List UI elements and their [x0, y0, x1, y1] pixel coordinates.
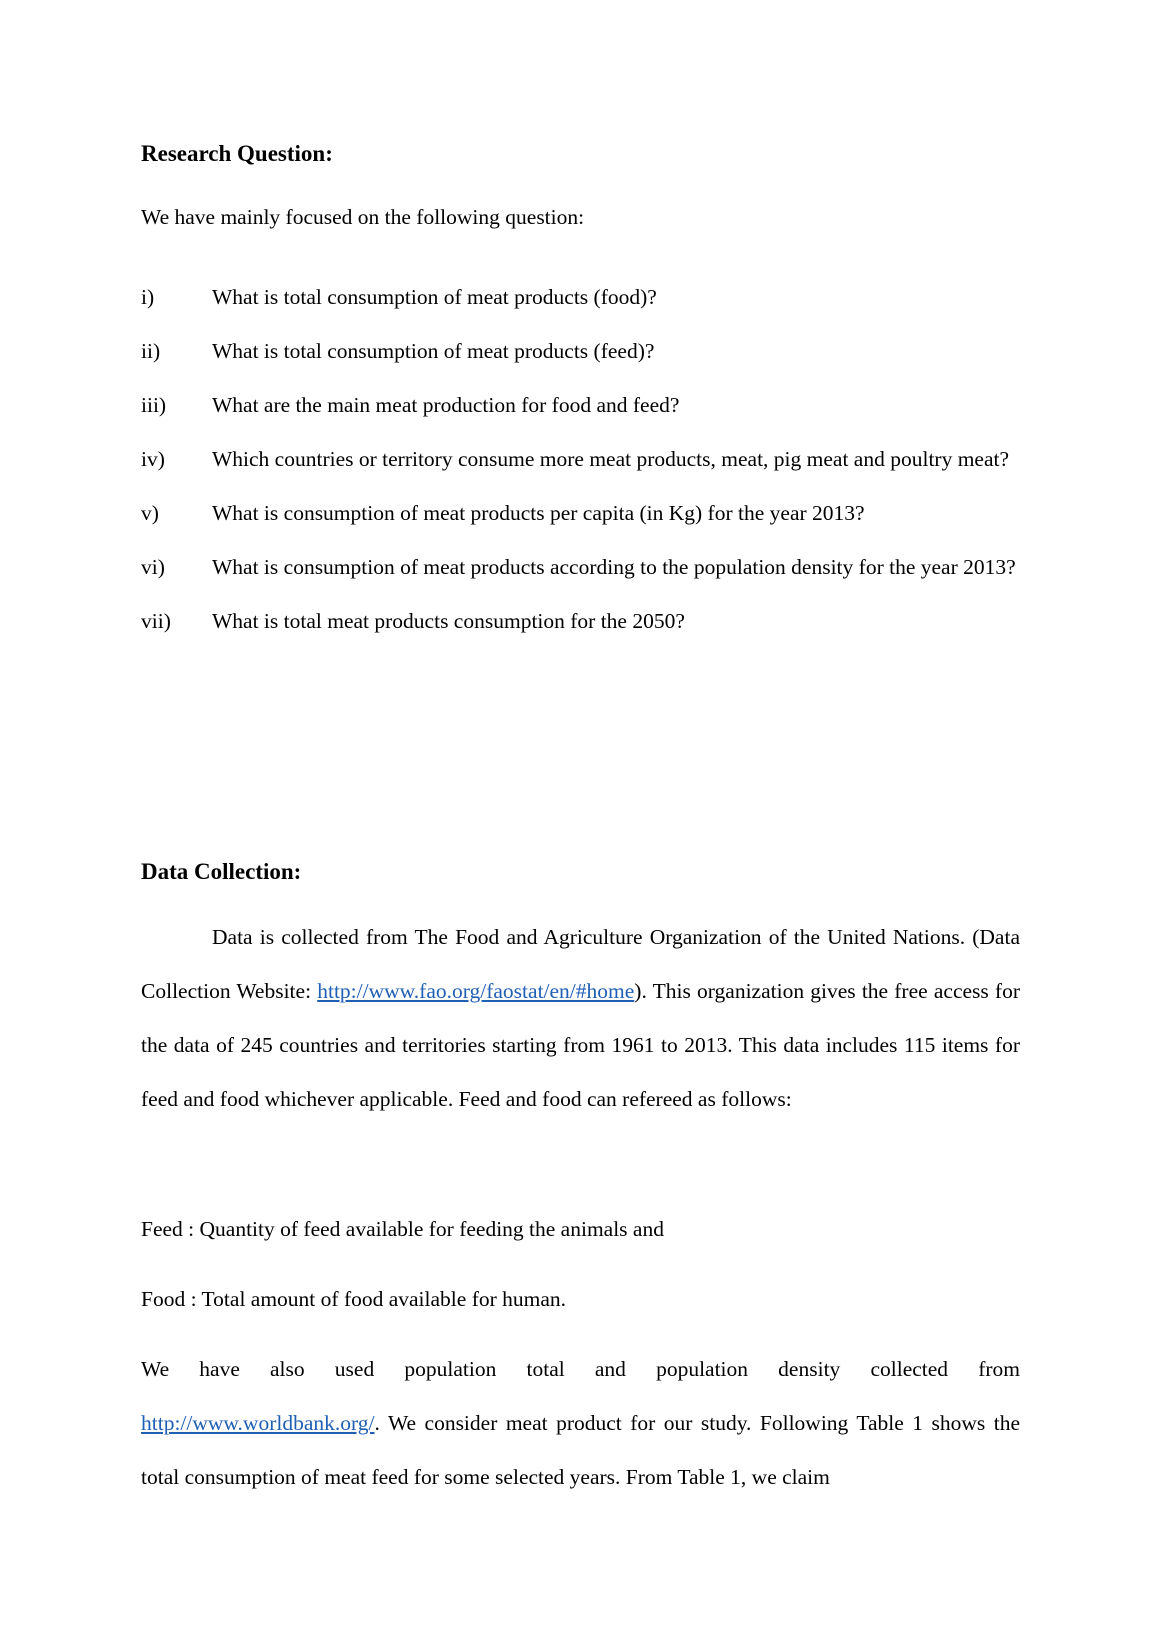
list-item-number: vi)	[141, 555, 165, 579]
list-item-number: vii)	[141, 609, 171, 633]
paragraph-text: Data is collected from The Food and Agriculture Organization of the United Nations. (Data Collection Website:	[141, 925, 1020, 1003]
list-item-text: Which countries or territory consume more meat products, meat, pig meat and poultry meat?	[212, 447, 1010, 471]
list-item-text: What is total consumption of meat products (food)?	[212, 285, 657, 309]
list-item	[141, 270, 1020, 324]
list-item-text: What are the main meat production for food and feed?	[212, 393, 680, 417]
list-item-text: What is consumption of meat products according to the population density for the year 2013?	[212, 555, 1016, 579]
list-item-text: What is consumption of meat products per capita (in Kg) for the year 2013?	[212, 501, 865, 525]
list-item-number: iv)	[141, 447, 165, 471]
data-collection-heading: Data Collection:	[141, 859, 302, 884]
worldbank-link[interactable]: http://www.worldbank.org/	[141, 1411, 375, 1435]
list-item-number: v)	[141, 501, 159, 525]
research-question-list	[141, 270, 1020, 648]
list-item	[141, 594, 1020, 648]
research-question-heading: Research Question:	[141, 141, 333, 166]
population-paragraph-rest	[141, 1396, 1020, 1504]
fao-website-link[interactable]: http://www.fao.org/faostat/en/#home	[317, 979, 635, 1003]
food-definition: Food : Total amount of food available for human.	[141, 1287, 567, 1311]
list-item	[141, 540, 1020, 594]
list-item	[141, 324, 1020, 378]
list-item	[141, 378, 1020, 432]
list-item-text: What is total meat products consumption for the 2050?	[212, 609, 685, 633]
list-item	[141, 432, 1020, 486]
research-intro: We have mainly focused on the following question:	[141, 205, 585, 229]
population-paragraph-line1: We have also used population total and population density collected from	[141, 1357, 1020, 1381]
data-collection-paragraph	[141, 910, 1020, 1126]
feed-definition: Feed : Quantity of feed available for feeding the animals and	[141, 1217, 664, 1241]
paragraph-text: ). This organization gives the free access for the data of 245 countries and territories starting from 1961 to 2013. This data includes 115 items for feed and food whichever applicable. Feed and food can refereed as follows:	[141, 979, 1021, 1111]
list-item	[141, 486, 1020, 540]
paragraph-text: . We consider meat product for our study. Following Table 1 shows the total consumption of meat feed for some selected years. From Table 1, we claim	[141, 1411, 1020, 1489]
list-item-number: iii)	[141, 393, 167, 417]
list-item-number: i)	[141, 285, 155, 309]
list-item-number: ii)	[141, 339, 161, 363]
list-item-text: What is total consumption of meat products (feed)?	[212, 339, 655, 363]
